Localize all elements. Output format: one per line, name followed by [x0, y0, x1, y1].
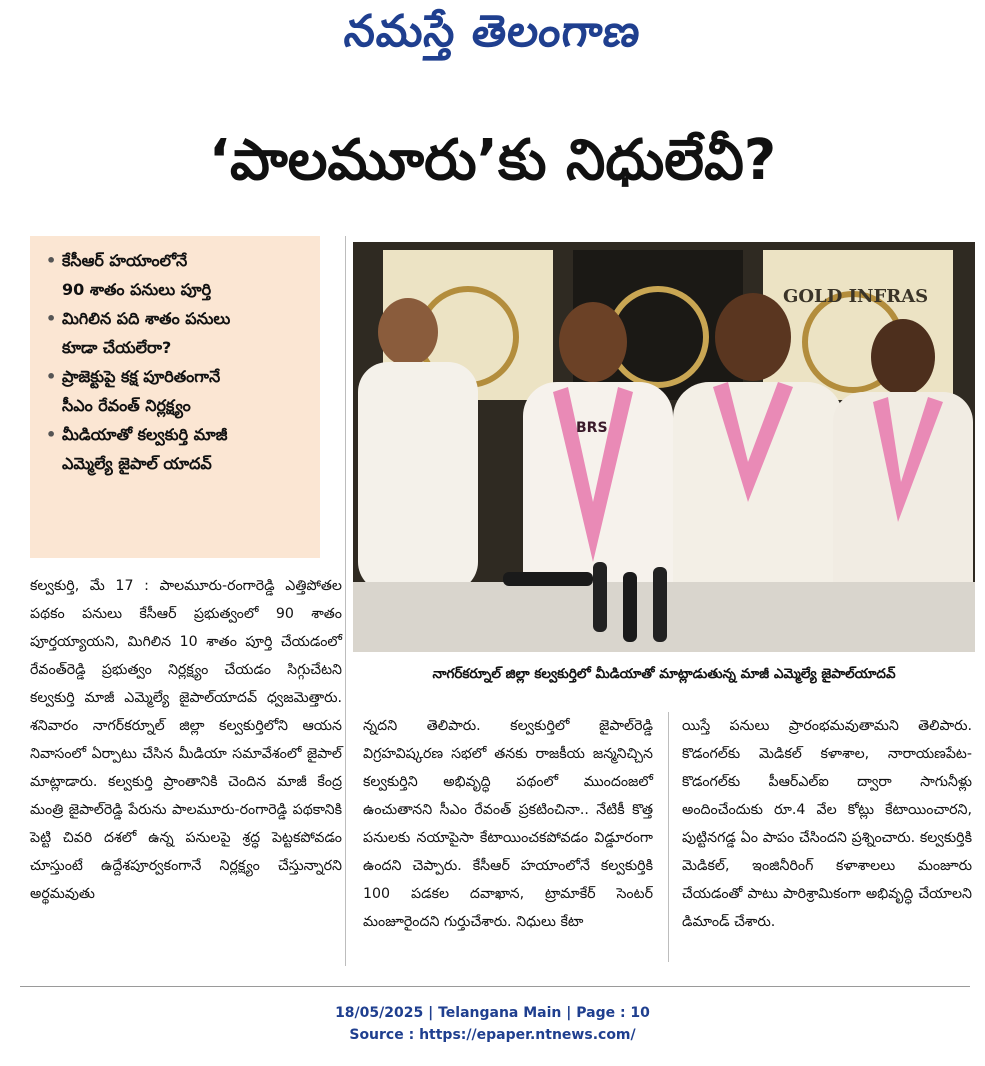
footer-edition-line: 18/05/2025 | Telangana Main | Page : 10 [335, 1005, 650, 1021]
headline: ‘పాలమూరు’కు నిధులేవీ? [208, 128, 777, 193]
bullet-icon: • [46, 367, 57, 386]
person-head [378, 298, 438, 366]
microphone [653, 567, 667, 642]
bullet-icon: • [46, 425, 57, 444]
masthead-title: నమస్తే తెలంగాణ [342, 6, 644, 57]
highlight-item: • ప్రాజెక్టుపై కక్ష పూరితంగానే సీఎం రేవంత్ నిర్లక్ష్యం [46, 362, 314, 420]
highlight-item: • కేసీఆర్ హయాంలోనే 90 శాతం పనులు పూర్తి [46, 246, 314, 304]
footer-source-link[interactable]: Source : https://epaper.ntnews.com/ [349, 1027, 636, 1043]
person-body [358, 362, 478, 592]
person-head [715, 293, 791, 381]
photo-caption: నాగర్‌కర్నూల్ జిల్లా కల్వకుర్తిలో మీడియాతో మాట్లాడుతున్న మాజీ ఎమ్మెల్యే జైపాల్‌యాదవ్ [432, 666, 896, 682]
article-column-1: కల్వకుర్తి, మే 17 : పాలమూరు-రంగారెడ్డి ఎత్తిపోతల పథకం పనులు కేసీఆర్ ప్రభుత్వంలో 90 శాతం పూర్తయ్యాయని, మిగిలిన 10 శాతం పూర్తి చేయడంలో రేవంత్‌రెడ్డి ప్రభుత్వం నిర్లక్ష్యం చేయడం సిగ్గుచేటని కల్వకుర్తి మాజీ ఎమ్మెల్యే జైపాల్‌యాదవ్ ధ్వజమెత్తారు. శనివారం నాగర్‌కర్నూల్ జిల్లా కల్వకుర్తిలోని ఆయన నివాసంలో ఏర్పాటు చేసిన మీడియా సమావేశంలో జైపాల్ మాట్లాడారు. కల్వకుర్తి ప్రాంతానికి చెందిన మాజీ కేంద్ర మంత్రి జైపాల్‌రెడ్డి పేరును పాలమూరు-రంగారెడ్డి పథకానికి పెట్టి చివరి దశలో ఉన్న పనులపై శ్రద్ధ పెట్టకపోవడం చూస్తుంటే ఉద్దేశపూర్వకంగానే నిర్లక్ష్యం చేస్తున్నారని అర్థమవుతు [30, 578, 342, 902]
column-divider [668, 712, 669, 962]
press-photo [353, 242, 975, 652]
microphone [623, 572, 637, 642]
highlight-item: • మీడియాతో కల్వకుర్తి మాజీ ఎమ్మెల్యే జైపాల్ యాదవ్ [46, 420, 314, 478]
bullet-icon: • [46, 251, 57, 270]
column-divider [345, 236, 346, 966]
highlights-box [30, 236, 320, 558]
footer [0, 1002, 985, 1046]
highlight-item: • మిగిలిన పది శాతం పనులు కూడా చేయలేరా? [46, 304, 314, 362]
article-column-3: యిస్తే పనులు ప్రారంభమవుతామని తెలిపారు. కొడంగల్‌కు మెడికల్ కళాశాల, నారాయణపేట-కొడంగల్‌కు పీఆర్‌ఎల్‌ఐ ద్వారా సాగునీళ్లు అందించేందుకు రూ.4 వేల కోట్లు కేటాయించారని, పుట్టినగడ్డ ఏం పాపం చేసిందని ప్రశ్నించారు. కల్వకుర్తికి మెడికల్, ఇంజినీరింగ్ కళాశాలలు మంజూరు చేయడంతో పాటు పారిశ్రామికంగా అభివృద్ధి చేయాలని డిమాండ్ చేశారు. [682, 718, 972, 930]
backdrop-text: GOLD INFRAS [783, 286, 929, 307]
article-column-2: న్నదని తెలిపారు. కల్వకుర్తిలో జైపాల్‌రెడ్డి విగ్రహవిష్కరణ సభలో తనకు రాజకీయ జన్మనిచ్చిన కల్వకుర్తిని అభివృద్ధి పథంలో ముందంజలో ఉంచుతానని సీఎం రేవంత్ ప్రకటించినా.. నేటికీ కొత్త పనులకు నయాపైసా కేటాయించకపోవడం విడ్డూరంగా ఉందని చెప్పారు. కేసీఆర్ హయాంలోనే కల్వకుర్తికి 100 పడకల దవాఖాన, ట్రామాకేర్ సెంటర్ మంజూరైందని గుర్తుచేశారు. నిధులు కేటా [363, 718, 653, 930]
scarf-text: BRS [576, 420, 608, 436]
bullet-icon: • [46, 309, 57, 328]
masthead [0, 6, 985, 76]
microphone [593, 562, 607, 632]
person-head [871, 319, 935, 395]
press-photo-illustration [353, 242, 975, 652]
person-head [559, 302, 627, 382]
page-divider [20, 986, 970, 987]
microphone [503, 572, 593, 586]
